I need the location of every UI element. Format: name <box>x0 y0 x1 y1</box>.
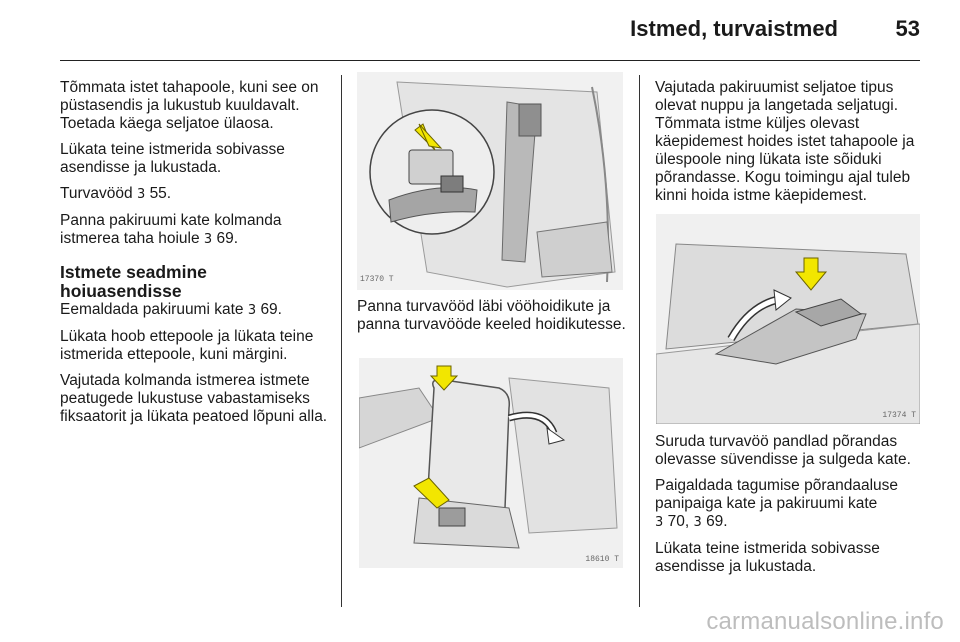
page-reference-link[interactable]: 69. <box>216 230 239 247</box>
reference-arrow-icon: 3 <box>693 515 702 530</box>
paragraph: Eemaldada pakiruumi kate 3 69. <box>60 301 282 318</box>
paragraph: Panna pakiruumi kate kolmanda istmerea taha hoiule 3 69. <box>60 212 282 247</box>
paragraph: Vajutada kolmanda istmerea istmete peatugede lukustuse vabastamiseks fiksaatorit ja lükata peatoed lõpuni alla. <box>60 372 328 425</box>
right-column-top <box>655 79 927 213</box>
paragraph: Lükata hoob ettepoole ja lükata teine istmerida ettepoole, kuni märgini. <box>60 328 314 363</box>
page-number: 53 <box>895 16 920 41</box>
middle-column <box>357 298 629 342</box>
page-reference-link[interactable]: 69. <box>260 301 282 318</box>
section-heading: Istmete seadmine hoiuasendisse <box>60 262 207 301</box>
paragraph: Lükata teine istmerida sobivasse asendisse ja lukustada. <box>655 540 880 575</box>
column-divider-left <box>341 75 342 607</box>
paragraph: Lükata teine istmerida sobivasse asendisse ja lukustada. <box>60 141 285 176</box>
column-divider-right <box>639 75 640 607</box>
right-column-bottom <box>655 433 927 584</box>
figure-number: 17374 T <box>882 411 916 420</box>
reference-arrow-icon: 3 <box>655 515 664 530</box>
reference-arrow-icon: 3 <box>203 232 213 247</box>
figure-headrest-release <box>359 358 623 568</box>
section-title: Istmed, turvaistmed <box>630 16 838 41</box>
page-reference-link[interactable]: 70, <box>667 513 690 530</box>
figure-seat-fold-floor <box>656 214 920 424</box>
watermark: carmanualsonline.info <box>706 608 944 635</box>
figure-number: 17370 T <box>360 275 394 284</box>
paragraph: Suruda turvavöö pandlad põrandas olevasse süvendisse ja sulgeda kate. <box>655 433 911 468</box>
figure-seatbelt-buckle <box>357 72 623 290</box>
paragraph: Turvavööd 3 55. <box>60 185 172 202</box>
paragraph: Tõmmata istet tahapoole, kuni see on püstasendis ja lukustub kuuldavalt. Toetada käega seljatoe ülaosa. <box>60 79 319 132</box>
reference-arrow-icon: 3 <box>136 187 146 202</box>
figure-number: 18610 T <box>585 555 619 564</box>
left-column <box>60 79 332 434</box>
page-reference-link[interactable]: 55. <box>149 185 172 202</box>
paragraph: Vajutada pakiruumist seljatoe tipus olevat nuppu ja langetada seljatugi. Tõmmata istme küljes olevast käepidemest hoides istet tahapoole ja ülespoole ning lükata iste sõiduki põrandasse. Kogu toimingu ajal tuleb kinni hoida istme käepidemest. <box>655 79 915 204</box>
paragraph: Panna turvavööd läbi vööhoidikute ja panna turvavööde keeled hoidikutesse. <box>357 298 626 333</box>
page-header <box>60 0 920 61</box>
paragraph: Paigaldada tagumise põrandaaluse panipaiga kate ja pakiruumi kate 3 70, 3 69. <box>655 477 899 530</box>
page-reference-link[interactable]: 69. <box>706 513 728 530</box>
reference-arrow-icon: 3 <box>247 303 257 318</box>
